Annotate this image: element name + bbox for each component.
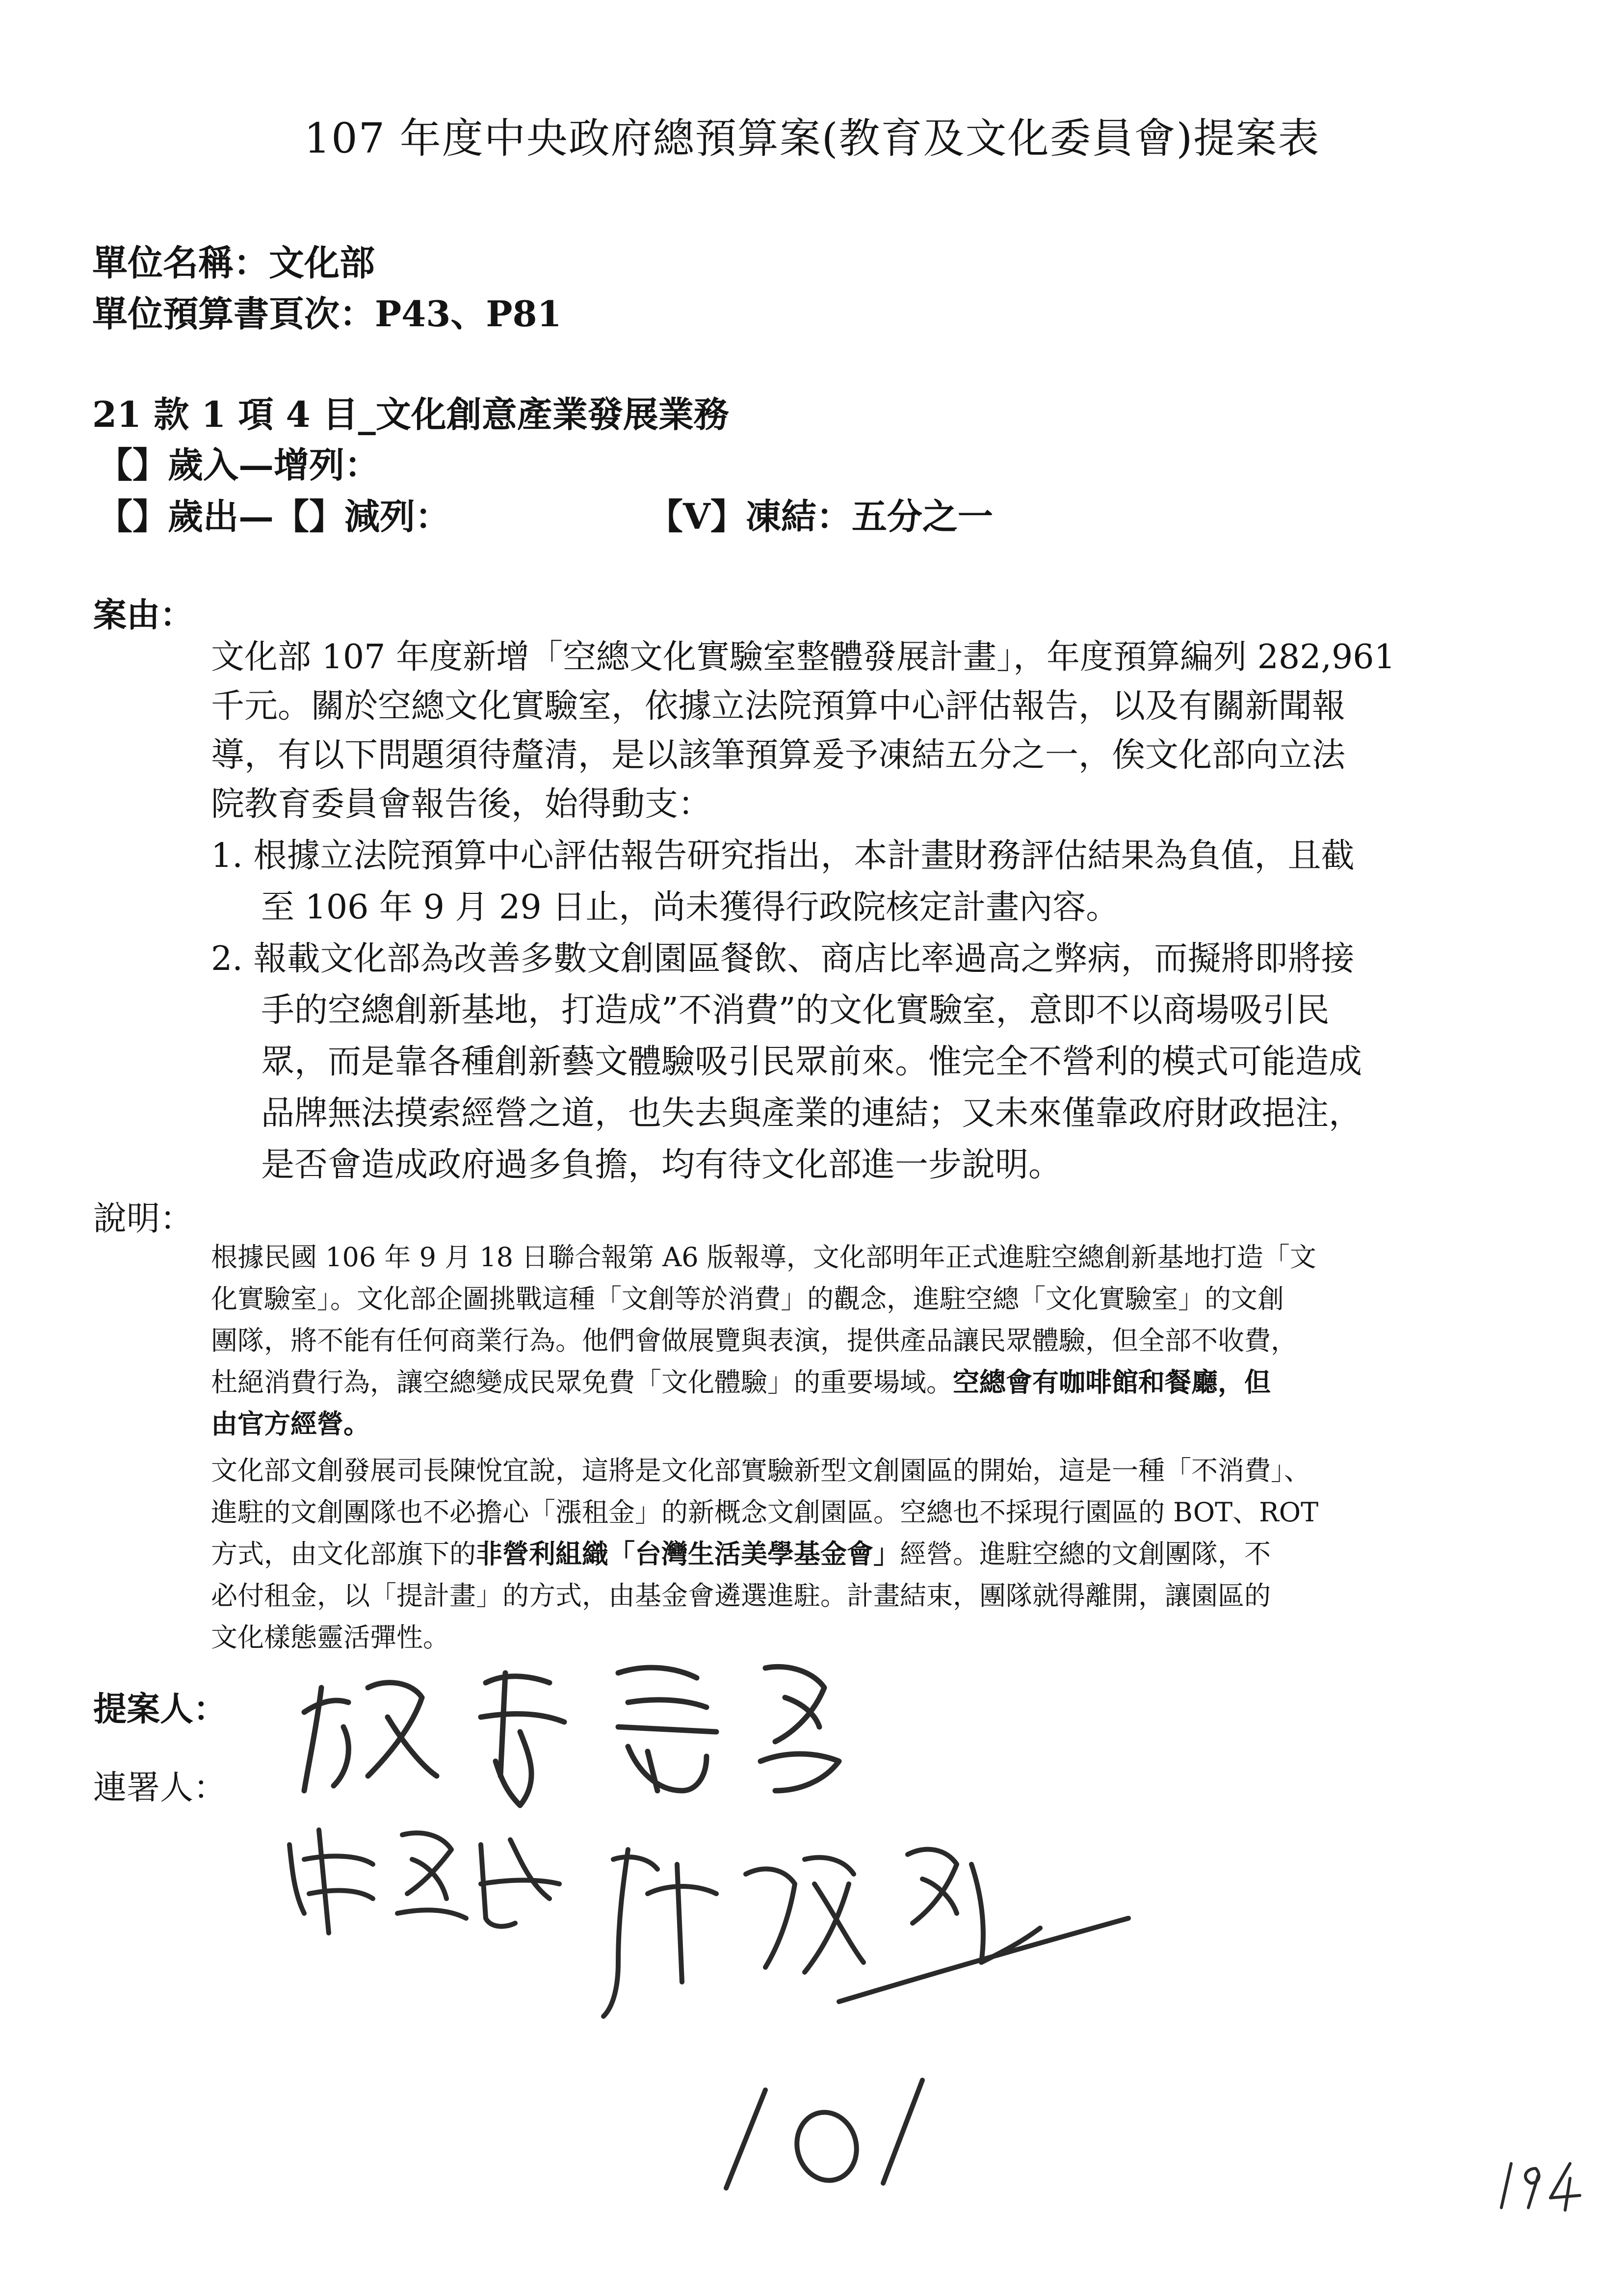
reason-item-2-cont: 品牌無法摸索經營之道，也失去與產業的連結；又未來僅靠政府財政挹注，	[261, 1094, 1362, 1133]
revenue-option: 【】歲入—增列：	[97, 444, 380, 486]
explanation-line: 團隊，將不能有任何商業行為。他們會做展覽與表演，提供產品讓民眾體驗，但全部不收費，	[211, 1325, 1297, 1356]
explanation-text: 方式，由文化部旗下的	[211, 1539, 476, 1569]
handwritten-page-number	[707, 2061, 962, 2208]
page-title: 107 年度中央政府總預算案(教育及文化委員會)提案表	[304, 114, 1320, 162]
explanation-bold-line: 由官方經營。	[211, 1408, 370, 1439]
explanation-bold-text: 非營利組織「台灣生活美學基金會」	[476, 1538, 900, 1569]
reason-label: 案由：	[93, 596, 194, 635]
reason-line: 院教育委員會報告後，始得動支：	[211, 785, 712, 824]
unit-name: 單位名稱：文化部	[92, 242, 375, 284]
explanation-line: 進駐的文創團隊也不必擔心「漲租金」的新概念文創園區。空總也不採現行園區的 BOT、ROT	[211, 1497, 1319, 1528]
explanation-line	[211, 1533, 1271, 1571]
cosigner-signature	[275, 1786, 1138, 2041]
reason-item-1-cont: 至 106 年 9 月 29 日止，尚未獲得行政院核定計畫內容。	[261, 888, 1120, 927]
reason-line: 文化部 107 年度新增「空總文化實驗室整體發展計畫」，年度預算編列 282,961	[211, 638, 1395, 677]
corner-handwritten-number	[1492, 2149, 1590, 2218]
explanation-line	[211, 1361, 1271, 1399]
reason-line: 千元。關於空總文化實驗室，依據立法院預算中心評估報告，以及有關新聞報	[211, 687, 1346, 726]
reason-item-2-cont: 眾，而是靠各種創新藝文體驗吸引民眾前來。惟完全不營利的模式可能造成	[261, 1043, 1362, 1081]
explanation-bold-text: 空總會有咖啡館和餐廳，但	[953, 1366, 1271, 1398]
expenditure-option: 【】歲出—【】減列：	[97, 496, 451, 537]
reason-line: 導，有以下問題須待釐清，是以該筆預算爰予凍結五分之一，俟文化部向立法	[211, 736, 1346, 775]
explanation-line: 根據民國 106 年 9 月 18 日聯合報第 A6 版報導，文化部明年正式進駐空總創新基地打造「文	[211, 1242, 1316, 1273]
freeze-option: 【V】凍結：五分之一	[648, 496, 993, 537]
reason-item-2-cont: 手的空總創新基地，打造成”不消費”的文化實驗室，意即不以商場吸引民	[261, 991, 1330, 1030]
proposer-label: 提案人：	[93, 1690, 227, 1729]
explanation-text: 杜絕消費行為，讓空總變成民眾免費「文化體驗」的重要場域。	[211, 1367, 953, 1398]
budget-item: 21 款 1 項 4 目_文化創意產業發展業務	[92, 393, 729, 435]
budget-pages: 單位預算書頁次：P43、P81	[92, 293, 562, 335]
explanation-line: 化實驗室」。文化部企圖挑戰這種「文創等於消費」的觀念，進駐空總「文化實驗室」的文創	[211, 1283, 1284, 1314]
explanation-line: 必付租金，以「提計畫」的方式，由基金會遴選進駐。計畫結束，團隊就得離開，讓園區的	[211, 1580, 1271, 1611]
reason-item-2-cont: 是否會造成政府過多負擔，均有待文化部進一步說明。	[261, 1146, 1062, 1184]
reason-item-2: 2. 報載文化部為改善多數文創園區餐飲、商店比率過高之弊病，而擬將即將接	[211, 939, 1355, 978]
cosigner-label: 連署人：	[93, 1769, 227, 1807]
reason-item-1: 1. 根據立法院預算中心評估報告研究指出，本計畫財務評估結果為負值，且截	[211, 836, 1355, 875]
explanation-line: 文化樣態靈活彈性。	[211, 1622, 449, 1653]
explanation-label: 說明：	[93, 1200, 194, 1238]
explanation-line: 文化部文創發展司長陳悅宜說，這將是文化部實驗新型文創園區的開始，這是一種「不消費」、	[211, 1455, 1310, 1486]
explanation-text: 經營。進駐空總的文創團隊，不	[900, 1539, 1271, 1569]
